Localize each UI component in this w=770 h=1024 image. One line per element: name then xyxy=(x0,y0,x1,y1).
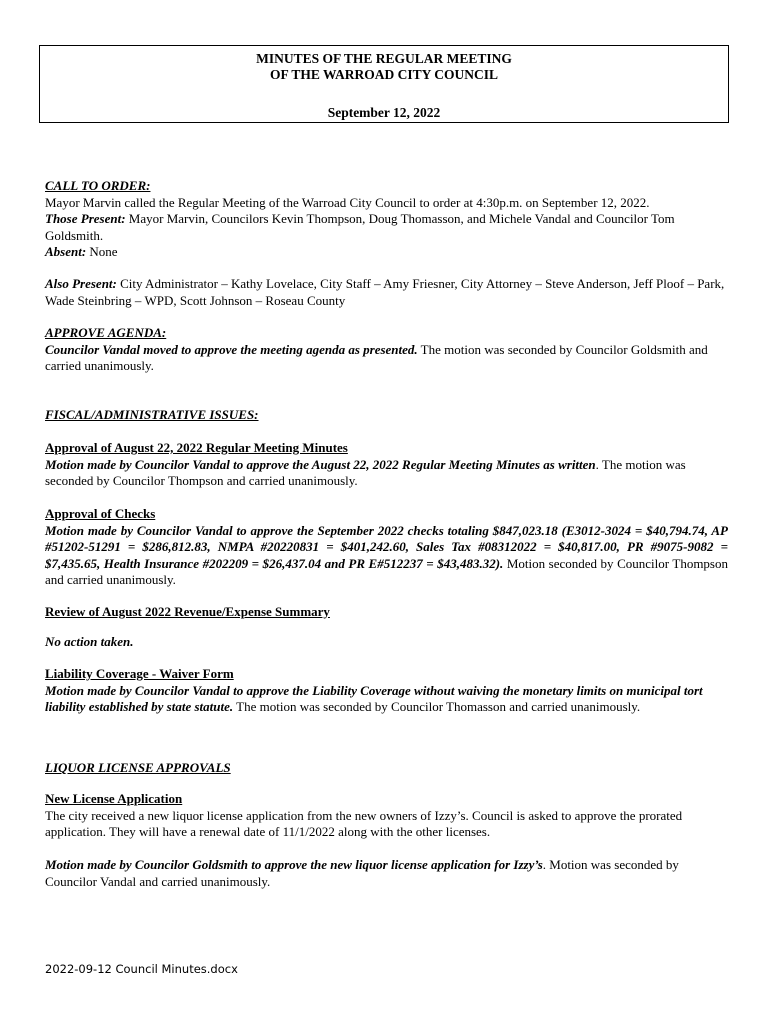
minutes-approval-rest: . The motion was seconded by Councilor Thompson and carried unanimously. xyxy=(45,456,686,488)
call-to-order-heading: CALL TO ORDER: xyxy=(45,178,151,193)
checks-approval-section xyxy=(45,506,728,589)
also-present-paragraph xyxy=(45,276,728,309)
those-present-label: Those Present: xyxy=(45,211,126,226)
liquor-motion: Motion made by Councilor Goldsmith to approve the new liquor license application for Izzy’s xyxy=(45,857,543,872)
revenue-review-section xyxy=(45,604,728,621)
liquor-heading-block xyxy=(45,760,728,777)
checks-approval-title: Approval of Checks xyxy=(45,506,156,521)
footer-filename: 2022-09-12 Council Minutes.docx xyxy=(45,962,238,976)
new-license-text: The city received a new liquor license application from the new owners of Izzy’s. Council is asked to approve the prorated application. They will have a renewal date of 11/1/2022 along with the other licenses. xyxy=(45,807,683,839)
also-present-text: City Administrator – Kathy Lovelace, City Staff – Amy Friesner, City Attorney – Steve Anderson, Jeff Ploof – Park, Wade Steinbring – WPD, Scott Johnson – Roseau County xyxy=(45,276,725,308)
also-present-label: Also Present: xyxy=(45,276,117,291)
checks-approval-motion: Motion made by Councilor Vandal to approve the September 2022 checks totaling $847,023.18 (E3012-3024 = $40,794.74, AP #51202-51291 = $286,812.83, NMPA #20220831 = $401,242.60, Sales Tax #08312022 = $40,817.00, PR #9075-9082 = $7,435.65, Health Insurance #202209 = $26,437.04 and PR E#512237 = $43,483.32). xyxy=(45,522,728,571)
checks-approval-rest: Motion seconded by Councilor Thompson and carried unanimously. xyxy=(45,555,728,587)
call-to-order-text: Mayor Marvin called the Regular Meeting of the Warroad City Council to order at 4:30p.m. on September 12, 2022. xyxy=(45,194,650,210)
liability-section xyxy=(45,666,728,716)
call-to-order-section xyxy=(45,178,728,261)
no-action-text: No action taken. xyxy=(45,634,134,649)
fiscal-heading: FISCAL/ADMINISTRATIVE ISSUES: xyxy=(45,407,259,422)
liquor-heading: LIQUOR LICENSE APPROVALS xyxy=(45,760,231,775)
new-license-title: New License Application xyxy=(45,791,183,806)
new-license-section xyxy=(45,791,728,841)
approve-agenda-rest: The motion was seconded by Councilor Goldsmith and carried unanimously. xyxy=(45,341,708,373)
minutes-approval-paragraph xyxy=(45,457,728,490)
approve-agenda-heading: APPROVE AGENDA: xyxy=(45,325,167,340)
minutes-approval-motion: Motion made by Councilor Vandal to approve the August 22, 2022 Regular Meeting Minutes as written xyxy=(45,456,596,472)
liability-paragraph xyxy=(45,683,728,716)
those-present-paragraph xyxy=(45,211,728,244)
minutes-approval-title: Approval of August 22, 2022 Regular Meeting Minutes xyxy=(45,440,348,455)
approve-agenda-section xyxy=(45,325,728,375)
title-box xyxy=(39,45,729,123)
those-present-text: Mayor Marvin, Councilors Kevin Thompson, Doug Thomasson, and Michele Vandal and Councilor Tom Goldsmith. xyxy=(45,211,675,243)
meeting-date: September 12, 2022 xyxy=(327,105,441,120)
fiscal-heading-block xyxy=(45,407,728,424)
checks-approval-paragraph xyxy=(45,523,728,589)
approve-agenda-paragraph xyxy=(45,342,728,375)
liability-title: Liability Coverage - Waiver Form xyxy=(45,666,234,681)
absent-paragraph xyxy=(45,244,728,261)
approve-agenda-motion: Councilor Vandal moved to approve the meeting agenda as presented. xyxy=(45,341,418,357)
also-present-section xyxy=(45,276,728,309)
title-line-2: OF THE WARROAD CITY COUNCIL xyxy=(269,67,499,82)
minutes-approval-section xyxy=(45,440,728,490)
liquor-motion-rest: . Motion was seconded by Councilor Vandal and carried unanimously. xyxy=(45,857,679,889)
revenue-review-title: Review of August 2022 Revenue/Expense Summary xyxy=(45,604,330,619)
liability-motion: Motion made by Councilor Vandal to approve the Liability Coverage without waiving the monetary limits on municipal tort liability established by state statute. xyxy=(45,682,703,714)
no-action-block xyxy=(45,634,728,651)
liquor-motion-section xyxy=(45,857,728,890)
absent-label: Absent: xyxy=(45,244,87,259)
liability-rest: The motion was seconded by Councilor Thomasson and carried unanimously. xyxy=(233,699,641,714)
absent-text: None xyxy=(86,244,118,259)
title-line-1: MINUTES OF THE REGULAR MEETING xyxy=(256,51,512,66)
liquor-motion-paragraph xyxy=(45,857,728,890)
